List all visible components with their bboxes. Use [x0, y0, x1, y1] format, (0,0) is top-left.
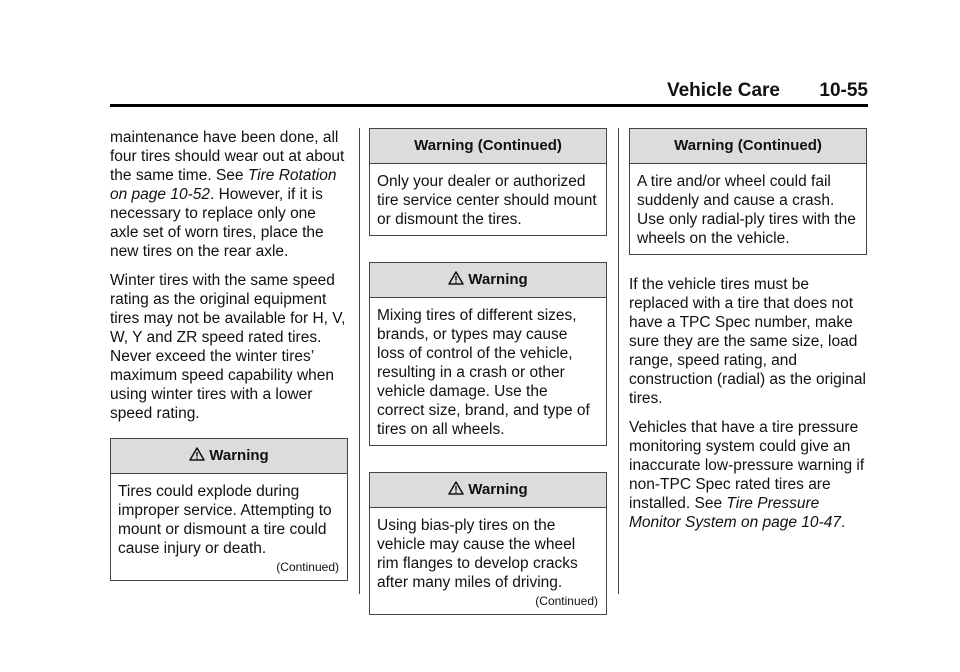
warning-header: Warning [111, 439, 347, 474]
warning-header: Warning [370, 263, 606, 298]
paragraph: If the vehicle tires must be replaced with a tire that does not have a TPC Spec number, make sure they are the same size, load range, speed rating, and construction (radial) as the original tires. [629, 276, 866, 407]
warning-text: A tire and/or wheel could fail suddenly and cause a crash. Use only radial-ply tires with the wheels on the vehicle. [637, 173, 856, 247]
paragraph: Winter tires with the same speed rating as the original equipment tires may not be available for H, V, W, Y and ZR speed rated tires. Never exceed the winter tires’ maximum speed capability when using winter tires with a lower speed rating. [110, 272, 346, 422]
cross-reference-link[interactable]: Tire Rotation on page 10-52 [110, 167, 337, 203]
column-2 [369, 128, 607, 615]
warning-box [110, 438, 348, 581]
warning-box [369, 262, 607, 446]
warning-triangle-icon [189, 447, 205, 461]
page-number: 10-55 [819, 80, 868, 101]
paragraph: maintenance have been done, all four tires should wear out at about the same time. See Tire Rotation on page 10-52. However, if it is necessary to replace only one axle set of worn tires, place the new tires on the rear axle. [110, 129, 345, 260]
warning-text: Using bias-ply tires on the vehicle may cause the wheel rim flanges to develop cracks after many miles of driving. [377, 517, 578, 591]
warning-text: Mixing tires of different sizes, brands, or types may cause loss of control of the vehicle, resulting in a crash or other vehicle damage. Use the correct size, brand, and type of tires on all wheels. [377, 307, 590, 438]
warning-box [629, 128, 867, 255]
cross-reference-link[interactable]: Tire Pressure Monitor System on page 10-47 [629, 495, 841, 531]
section-title: Vehicle Care [666, 80, 780, 101]
page-header [110, 80, 868, 104]
paragraph: Vehicles that have a tire pressure monitoring system could give an inaccurate low-pressure warning if non-TPC Spec rated tires are installed. See Tire Pressure Monitor System on page 10-47. [629, 419, 865, 531]
header-rule [110, 104, 868, 107]
warning-header: Warning (Continued) [370, 129, 606, 164]
column-1 [110, 128, 348, 581]
column-divider [618, 128, 619, 594]
column-divider [359, 128, 360, 594]
warning-box [369, 128, 607, 236]
continued-label: (Continued) [276, 560, 339, 574]
warning-header: Warning (Continued) [630, 129, 866, 164]
continued-label: (Continued) [535, 594, 598, 608]
warning-text: Tires could explode during improper service. Attempting to mount or dismount a tire could cause injury or death. [118, 483, 332, 557]
warning-triangle-icon [448, 271, 464, 285]
warning-triangle-icon [448, 481, 464, 495]
warning-box [369, 472, 607, 615]
warning-header: Warning [370, 473, 606, 508]
warning-text: Only your dealer or authorized tire service center should mount or dismount the tires. [377, 173, 597, 228]
column-3 [629, 128, 867, 542]
